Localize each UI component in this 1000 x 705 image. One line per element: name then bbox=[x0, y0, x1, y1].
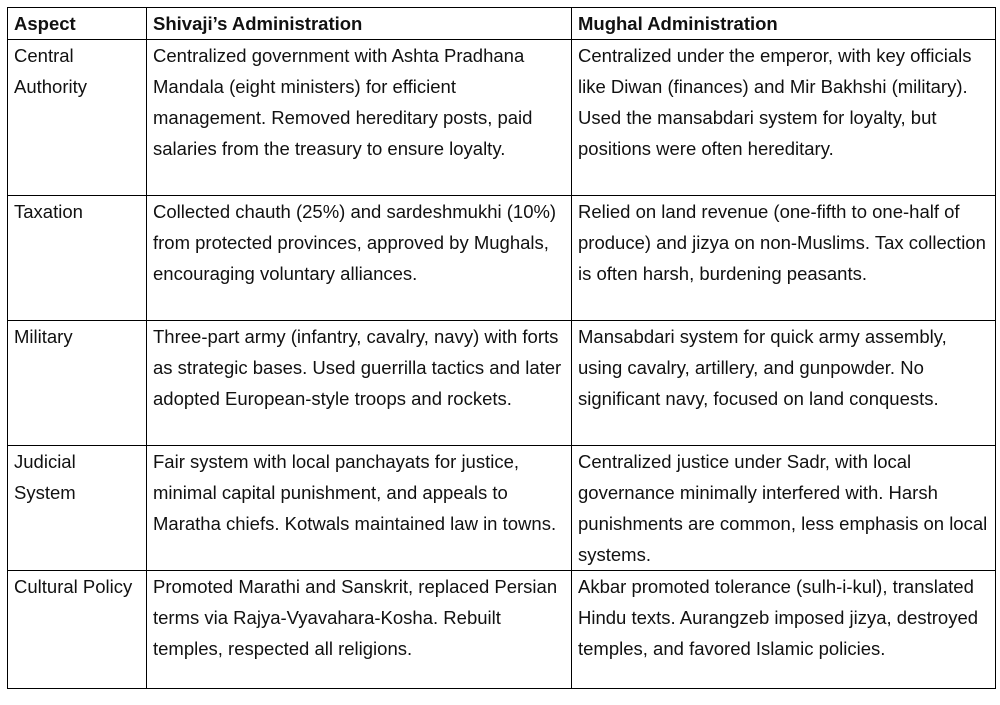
table-header-row bbox=[8, 8, 996, 40]
comparison-table bbox=[7, 7, 996, 689]
shivaji-cell: Fair system with local panchayats for justice, minimal capital punishment, and appeals to Maratha chiefs. Kotwals maintained law in towns. bbox=[147, 446, 572, 571]
aspect-cell: Military bbox=[8, 321, 147, 446]
shivaji-cell: Three-part army (infantry, cavalry, navy) with forts as strategic bases. Used guerrilla tactics and later adopted European-style troops and rockets. bbox=[147, 321, 572, 446]
mughal-cell: Centralized under the emperor, with key officials like Diwan (finances) and Mir Bakhshi (military). Used the mansabdari system for loyalty, but positions were often hereditary. bbox=[572, 40, 996, 196]
mughal-cell: Mansabdari system for quick army assembly, using cavalry, artillery, and gunpowder. No significant navy, focused on land conquests. bbox=[572, 321, 996, 446]
mughal-cell: Centralized justice under Sadr, with local governance minimally interfered with. Harsh punishments are common, less emphasis on local systems. bbox=[572, 446, 996, 571]
header-mughal: Mughal Administration bbox=[572, 8, 996, 40]
table-row bbox=[8, 196, 996, 321]
header-aspect: Aspect bbox=[8, 8, 147, 40]
header-shivaji: Shivaji’s Administration bbox=[147, 8, 572, 40]
aspect-cell: Cultural Policy bbox=[8, 571, 147, 689]
comparison-table-container bbox=[7, 7, 995, 689]
table-row bbox=[8, 40, 996, 196]
aspect-cell: Judicial System bbox=[8, 446, 147, 571]
shivaji-cell: Collected chauth (25%) and sardeshmukhi (10%) from protected provinces, approved by Mughals, encouraging voluntary alliances. bbox=[147, 196, 572, 321]
table-row bbox=[8, 571, 996, 689]
shivaji-cell: Centralized government with Ashta Pradhana Mandala (eight ministers) for efficient management. Removed hereditary posts, paid salaries from the treasury to ensure loyalty. bbox=[147, 40, 572, 196]
table-row bbox=[8, 446, 996, 571]
aspect-cell: Central Authority bbox=[8, 40, 147, 196]
mughal-cell: Akbar promoted tolerance (sulh-i-kul), translated Hindu texts. Aurangzeb imposed jizya, destroyed temples, and favored Islamic policies. bbox=[572, 571, 996, 689]
aspect-cell: Taxation bbox=[8, 196, 147, 321]
shivaji-cell: Promoted Marathi and Sanskrit, replaced Persian terms via Rajya-Vyavahara-Kosha. Rebuilt temples, respected all religions. bbox=[147, 571, 572, 689]
mughal-cell: Relied on land revenue (one-fifth to one-half of produce) and jizya on non-Muslims. Tax collection is often harsh, burdening peasants. bbox=[572, 196, 996, 321]
table-row bbox=[8, 321, 996, 446]
